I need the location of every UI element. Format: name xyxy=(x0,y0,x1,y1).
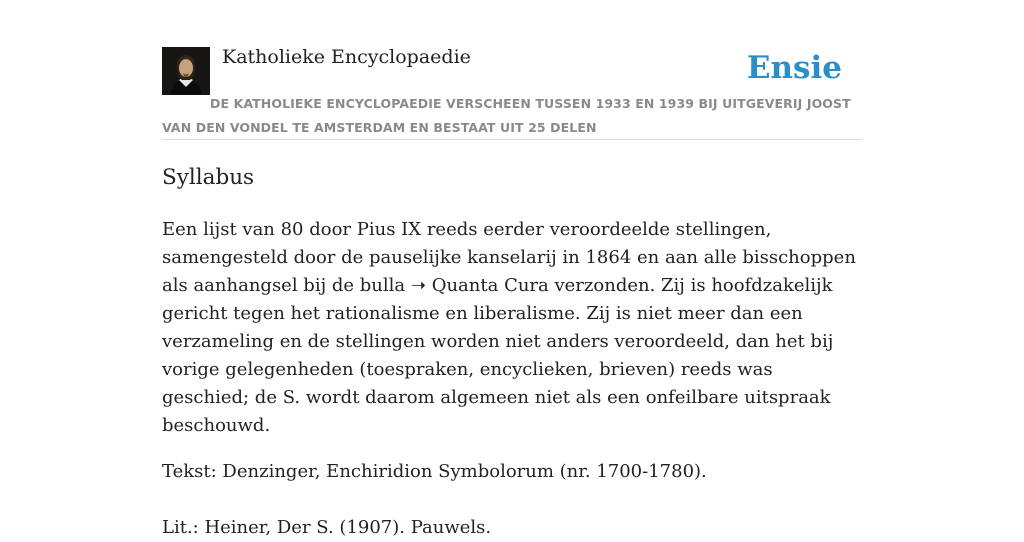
arrow-right-icon: ➝ xyxy=(410,275,426,296)
article-title: Syllabus xyxy=(162,165,255,190)
body-text-end: verzonden. Zij is hoofdzakelijk gericht tegen het rationalisme en liberalisme. Zij is niet meer dan een verzameling en de stellingen worden niet anders veroordeeld, dan het bij vorige gelegenheden (toespraken, encyclieken, brieven) reeds was geschied; de S. wordt daarom algemeen niet als een onfeilbare uitspraak beschouwd. xyxy=(162,275,834,436)
article-body xyxy=(162,216,862,440)
article-literature: Lit.: Heiner, Der S. (1907). Pauwels. xyxy=(162,517,492,538)
reference-link-label: Quanta Cura xyxy=(431,275,549,296)
brand-logo-link[interactable]: Ensie xyxy=(746,50,842,86)
article-source: Tekst: Denzinger, Enchiridion Symbolorum (nr. 1700-1780). xyxy=(162,461,707,482)
reference-link[interactable] xyxy=(411,275,549,296)
site-tagline: DE KATHOLIEKE ENCYCLOPAEDIE VERSCHEEN TUSSEN 1933 EN 1939 BIJ UITGEVERIJ JOOST VAN DEN VONDEL TE AMSTERDAM EN BESTAAT UIT 25 DELEN xyxy=(162,96,851,135)
portrait-avatar[interactable] xyxy=(162,47,210,95)
article xyxy=(162,160,862,542)
portrait-icon xyxy=(162,47,210,95)
site-title[interactable]: Katholieke Encyclopaedie xyxy=(222,46,471,68)
body-text-start: Een lijst van 80 door Pius IX reeds eerder veroordeelde stellingen, samengesteld door de pauselijke kanselarij in 1864 en aan alle bisschoppen als aanhangsel bij de bulla xyxy=(162,219,856,296)
site-header xyxy=(162,44,862,140)
